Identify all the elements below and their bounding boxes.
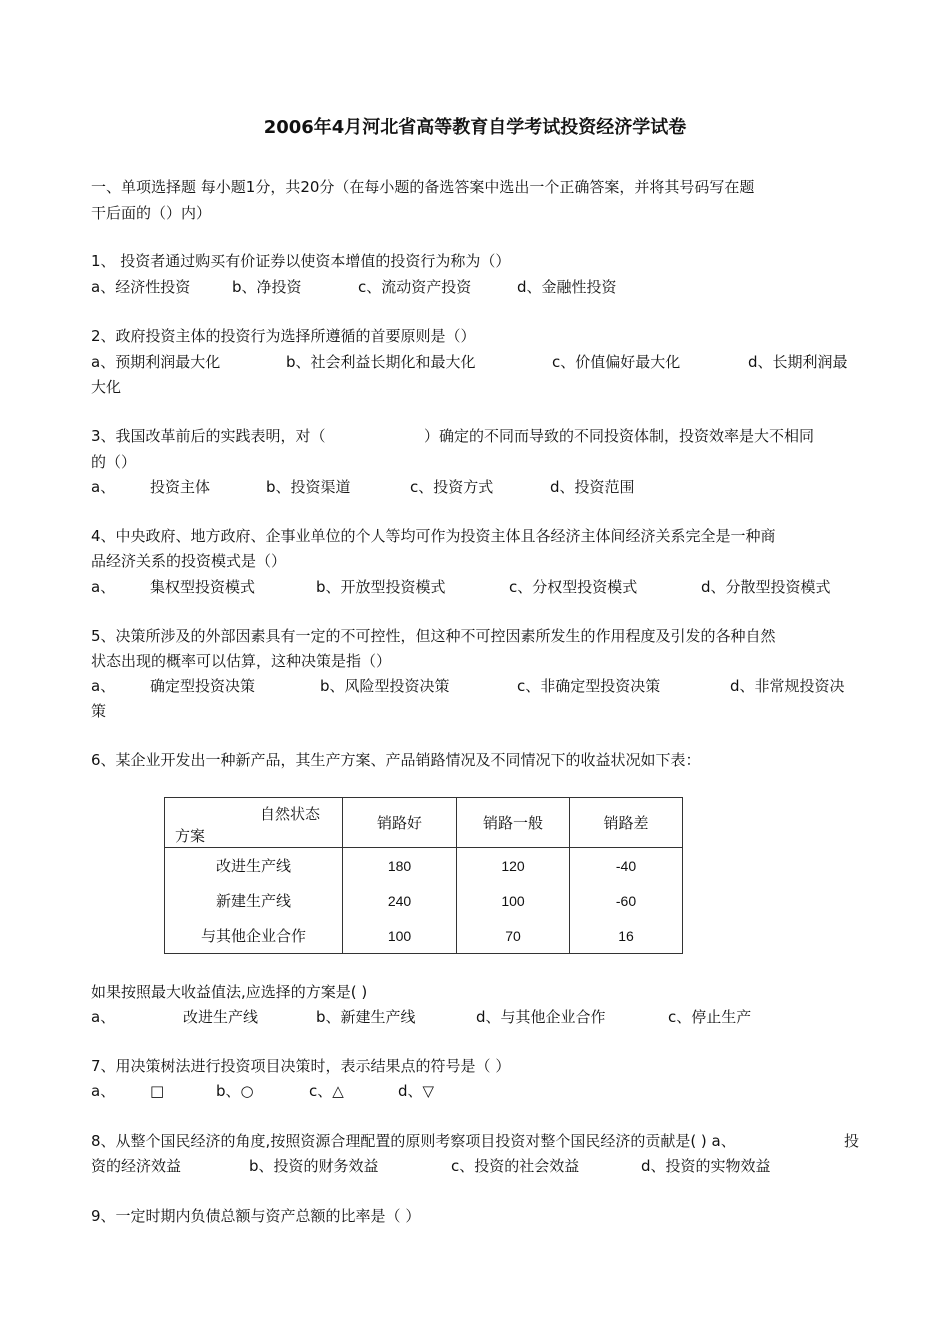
q4-option-a: 集权型投资模式: [150, 578, 256, 596]
table-row: [165, 883, 683, 918]
section-heading: 一、单项选择题 每小题1分，共20分（在每小题的备选答案中选出一个正确答案，并将其号码写在题: [91, 178, 755, 196]
q3-option-c: c、投资方式: [410, 478, 494, 496]
q6-option-a: 改进生产线: [183, 1008, 259, 1026]
question-3-part2: ）确定的不同而导致的不同投资体制，投资效率是大不相同: [424, 427, 815, 445]
table-cell: 100: [457, 883, 570, 918]
q8-option-a-start: 投: [844, 1132, 860, 1150]
q5-option-c: c、非确定型投资决策: [517, 677, 661, 695]
table-row: [165, 918, 683, 954]
q3-option-a-label: a、: [91, 478, 116, 496]
page-title: 2006年4月河北省高等教育自学考试投资经济学试卷: [263, 117, 687, 138]
table-cell: 100: [343, 918, 457, 954]
q4-option-a-label: a、: [91, 578, 116, 596]
table-header-row: [165, 798, 683, 848]
table-header-cell: 销路一般: [457, 798, 570, 848]
section-heading-cont: 干后面的（）内）: [91, 204, 212, 222]
table-row-label: 改进生产线: [165, 848, 343, 884]
q7-option-d-down-triangle-icon: d、▽: [398, 1082, 435, 1100]
table-header-cell: 销路差: [570, 798, 683, 848]
table-row-label: 与其他企业合作: [165, 918, 343, 954]
table-corner-cell: [165, 798, 343, 848]
payoff-table: [164, 797, 683, 954]
question-5: 5、决策所涉及的外部因素具有一定的不可控性，但这种不可控因素所发生的作用程度及引发的各种自然: [91, 627, 776, 645]
q3-option-d: d、投资范围: [550, 478, 635, 496]
q2-option-b: b、社会利益长期化和最大化: [286, 353, 476, 371]
question-8: 8、从整个国民经济的角度,按照资源合理配置的原则考察项目投资对整个国民经济的贡献是( ) a、: [91, 1132, 736, 1150]
question-9: 9、一定时期内负债总额与资产总额的比率是（ ）: [91, 1207, 421, 1225]
q8-option-c: c、投资的社会效益: [451, 1157, 580, 1175]
q1-option-d: d、金融性投资: [517, 278, 617, 296]
q5-option-b: b、风险型投资决策: [320, 677, 450, 695]
q6-option-c: c、停止生产: [668, 1008, 752, 1026]
table-cell: 16: [570, 918, 683, 954]
question-3-cont: 的（）: [91, 453, 137, 471]
question-4-cont: 品经济关系的投资模式是（）: [91, 552, 287, 570]
table-row-label: 新建生产线: [165, 883, 343, 918]
table-cell: 120: [457, 848, 570, 884]
q6-option-d: d、与其他企业合作: [476, 1008, 606, 1026]
q2-option-a: a、预期利润最大化: [91, 353, 221, 371]
q8-option-a: 资的经济效益: [91, 1157, 182, 1175]
question-1: 1、 投资者通过购买有价证券以使资本增值的投资行为称为（）: [91, 252, 511, 270]
q8-option-d: d、投资的实物效益: [641, 1157, 771, 1175]
table-cell: -40: [570, 848, 683, 884]
q8-option-b: b、投资的财务效益: [249, 1157, 379, 1175]
table-row: [165, 848, 683, 884]
question-6-followup: 如果按照最大收益值法,应选择的方案是( ): [91, 983, 368, 1001]
q1-option-a: a、经济性投资: [91, 278, 191, 296]
q4-option-d: d、分散型投资模式: [701, 578, 831, 596]
table-header-cell: 销路好: [343, 798, 457, 848]
q6-option-a-label: a、: [91, 1008, 116, 1026]
table-cell: 240: [343, 883, 457, 918]
q3-option-b: b、投资渠道: [266, 478, 351, 496]
q2-option-d-wrap: 大化: [91, 378, 122, 396]
q1-option-c: c、流动资产投资: [358, 278, 472, 296]
q3-option-a: 投资主体: [150, 478, 211, 496]
table-cell: 180: [343, 848, 457, 884]
question-7: 7、用决策树法进行投资项目决策时，表示结果点的符号是（ ）: [91, 1057, 511, 1075]
corner-label-plan: 方案: [175, 827, 206, 845]
question-2: 2、政府投资主体的投资行为选择所遵循的首要原则是（）: [91, 327, 476, 345]
q4-option-c: c、分权型投资模式: [509, 578, 638, 596]
q5-option-a: 确定型投资决策: [150, 677, 256, 695]
question-5-cont: 状态出现的概率可以估算，这种决策是指（）: [91, 652, 392, 670]
q1-option-b: b、净投资: [232, 278, 302, 296]
q7-option-c-triangle-icon: c、△: [309, 1082, 344, 1100]
q7-option-a-label: a、: [91, 1082, 116, 1100]
q7-option-b-circle-icon: b、○: [216, 1082, 254, 1100]
q5-option-d-wrap: 策: [91, 702, 107, 720]
question-6: 6、某企业开发出一种新产品，其生产方案、产品销路情况及不同情况下的收益状况如下表：: [91, 751, 701, 769]
q5-option-d: d、非常规投资决: [730, 677, 845, 695]
corner-label-state: 自然状态: [260, 805, 321, 823]
question-3-part1: 3、我国改革前后的实践表明，对（: [91, 427, 326, 445]
table-cell: -60: [570, 883, 683, 918]
q2-option-c: c、价值偏好最大化: [552, 353, 681, 371]
q2-option-d: d、长期利润最: [748, 353, 848, 371]
table-cell: 70: [457, 918, 570, 954]
question-4: 4、中央政府、地方政府、企事业单位的个人等均可作为投资主体且各经济主体间经济关系完全是一种商: [91, 527, 776, 545]
q7-option-a-square-icon: □: [150, 1082, 165, 1100]
q5-option-a-label: a、: [91, 677, 116, 695]
q4-option-b: b、开放型投资模式: [316, 578, 446, 596]
q6-option-b: b、新建生产线: [316, 1008, 416, 1026]
